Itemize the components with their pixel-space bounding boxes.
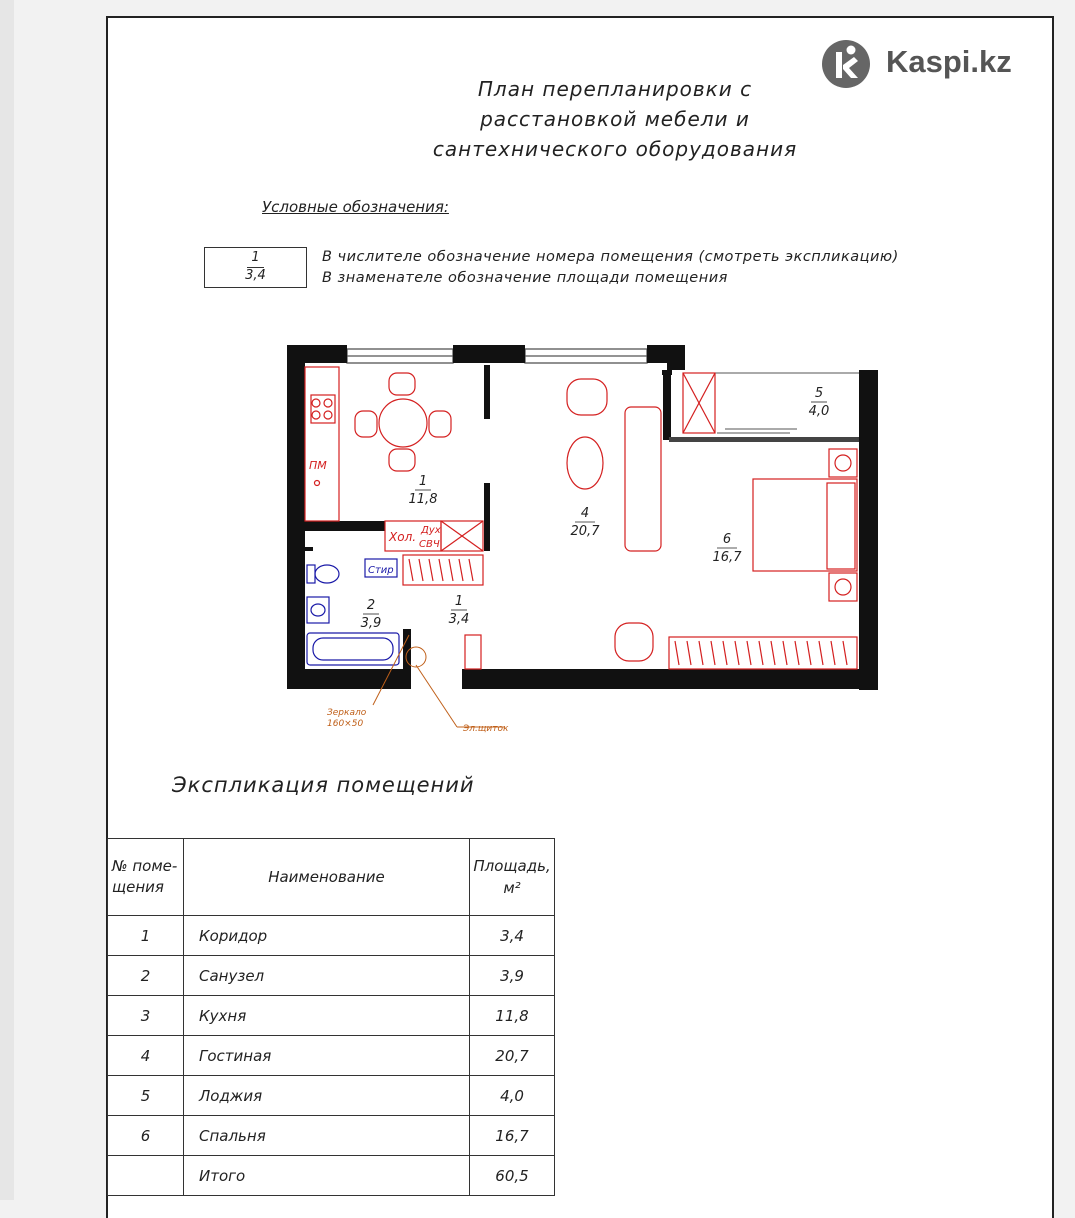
row-area: 16,7 — [470, 1116, 555, 1156]
row-area: 3,9 — [470, 956, 555, 996]
row-num: 3 — [108, 996, 184, 1036]
row-name: Спальня — [184, 1116, 470, 1156]
duct-label: Дух — [421, 525, 441, 536]
table-row — [108, 916, 555, 956]
row-area: 11,8 — [470, 996, 555, 1036]
header-area: Площадь, м² — [470, 839, 555, 916]
table-row — [108, 956, 555, 996]
table-row — [108, 1116, 555, 1156]
room-number: 1 — [418, 474, 428, 489]
room-area: 20,7 — [570, 524, 600, 539]
pm-label: ПМ — [309, 459, 327, 472]
table-row — [108, 996, 555, 1036]
legend-heading: Условные обозначения: — [262, 198, 449, 216]
floor-plan — [285, 345, 885, 745]
title-line: План перепланировки с — [477, 77, 753, 101]
row-name: Санузел — [184, 956, 470, 996]
title-line: сантехнического оборудования — [432, 137, 798, 161]
washer-label: Стир — [368, 565, 394, 576]
fridge-label: Хол. — [389, 530, 417, 544]
row-num: 2 — [108, 956, 184, 996]
legend-sample-box — [204, 247, 307, 288]
mirror-size-label: 160×50 — [327, 719, 364, 729]
row-num: 1 — [108, 916, 184, 956]
room-area: 3,9 — [360, 616, 382, 631]
table-row — [108, 1036, 555, 1076]
drawing-title — [400, 74, 830, 164]
room-area: 16,7 — [712, 550, 742, 565]
total-name: Итого — [184, 1156, 470, 1196]
row-area: 4,0 — [470, 1076, 555, 1116]
mirror-label: Зеркало — [327, 708, 367, 718]
table-row — [108, 1076, 555, 1116]
row-name: Лоджия — [184, 1076, 470, 1116]
room-number: 5 — [814, 386, 824, 401]
room-labels — [361, 386, 830, 631]
title-line: расстановкой мебели и — [480, 107, 750, 131]
total-num — [108, 1156, 184, 1196]
row-name: Коридор — [184, 916, 470, 956]
panel-label: Эл.щиток — [463, 724, 509, 734]
legend-sample-numerator: 1 — [251, 250, 260, 265]
legend-sample-denominator: 3,4 — [245, 268, 266, 283]
row-num: 5 — [108, 1076, 184, 1116]
row-area: 20,7 — [470, 1036, 555, 1076]
kaspi-logo — [820, 38, 1050, 88]
table-total-row — [108, 1156, 555, 1196]
room-area: 3,4 — [448, 612, 470, 627]
kaspi-logo-text: Kaspi.kz — [886, 44, 1012, 79]
explication-table — [107, 838, 555, 1196]
row-num: 6 — [108, 1116, 184, 1156]
room-number: 2 — [366, 598, 376, 613]
table-header-row — [108, 839, 555, 916]
header-name: Наименование — [184, 839, 470, 916]
row-num: 4 — [108, 1036, 184, 1076]
room-number: 6 — [722, 532, 732, 547]
legend-line-1: В числителе обозначение номера помещения (смотреть экспликацию) — [322, 249, 899, 265]
row-name: Кухня — [184, 996, 470, 1036]
room-area: 4,0 — [808, 404, 830, 419]
row-area: 3,4 — [470, 916, 555, 956]
explication-title: Экспликация помещений — [172, 773, 475, 797]
total-area: 60,5 — [470, 1156, 555, 1196]
page-edge — [0, 0, 14, 1200]
legend-line-2: В знаменателе обозначение площади помещения — [322, 270, 728, 286]
room-number: 1 — [454, 594, 464, 609]
row-name: Гостиная — [184, 1036, 470, 1076]
room-number: 4 — [580, 506, 590, 521]
microwave-label: СВЧ — [419, 539, 440, 550]
room-area: 11,8 — [408, 492, 438, 507]
header-num: № поме-щения — [108, 839, 184, 916]
